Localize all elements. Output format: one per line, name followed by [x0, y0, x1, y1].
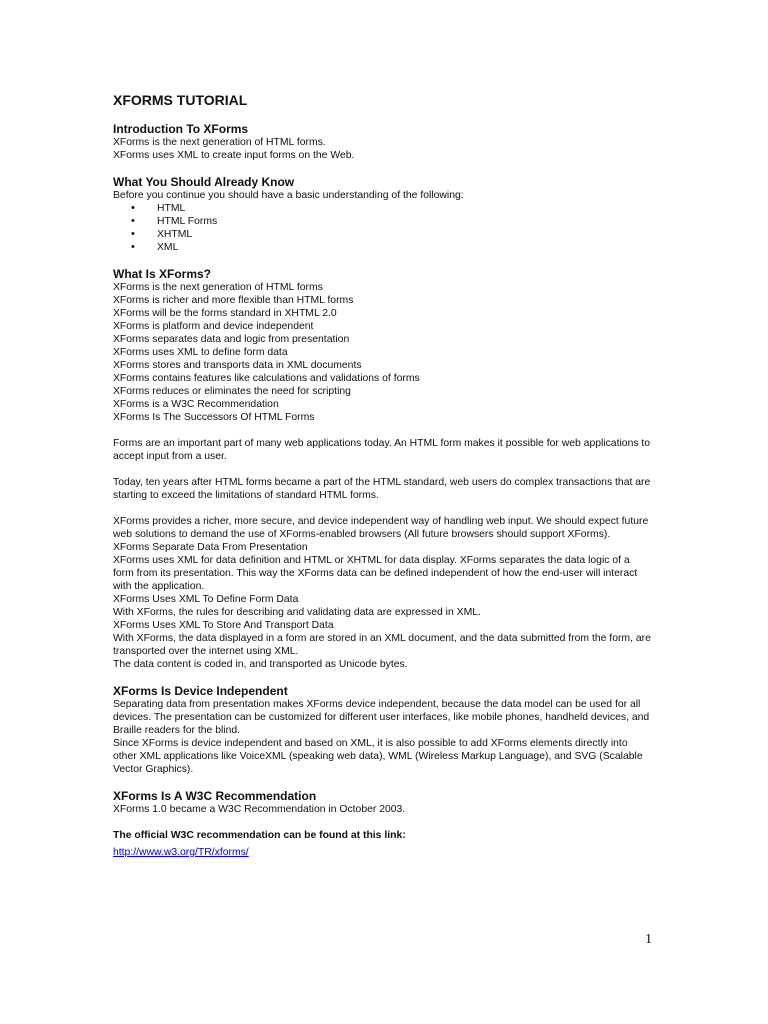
intro-heading: Introduction To XForms: [113, 122, 249, 136]
what-line: XForms uses XML to define form data: [113, 347, 288, 358]
what-line: XForms reduces or eliminates the need for scripting: [113, 386, 351, 397]
intro-line: XForms is the next generation of HTML forms.: [113, 137, 326, 148]
prereq-text: Before you continue you should have a basic understanding of the following:: [113, 190, 464, 201]
prereq-list: [113, 202, 653, 254]
what-line: XForms is platform and device independent: [113, 321, 314, 332]
w3c-bold-text: The official W3C recommendation can be found at this link:: [113, 830, 406, 841]
paragraph: XForms uses XML for data definition and HTML or XHTML for data display. XForms separates the data logic of a form from its presentation. This way the XForms data can be defined independent of how the end-user will interact with the application.: [113, 555, 638, 592]
what-line: XForms will be the forms standard in XHTML 2.0: [113, 308, 337, 319]
paragraph: Since XForms is device independent and based on XML, it is also possible to add XForms elements directly into other XML applications like VoiceXML (speaking web data), WML (Wireless Markup Language), and SVG (Scalable Vector Graphics).: [113, 738, 643, 775]
prereq-heading: What You Should Already Know: [113, 175, 295, 189]
what-line: XForms is richer and more flexible than HTML forms: [113, 295, 354, 306]
subheading: XForms Uses XML To Define Form Data: [113, 594, 299, 605]
list-item: • XML: [131, 241, 653, 254]
document-title: XFORMS TUTORIAL: [113, 92, 248, 108]
paragraph: Forms are an important part of many web applications today. An HTML form makes it possible for web applications to accept input from a user.: [113, 438, 651, 462]
what-line: XForms stores and transports data in XML documents: [113, 360, 362, 371]
paragraph: With XForms, the rules for describing and validating data are expressed in XML.: [113, 607, 481, 618]
what-line: XForms contains features like calculations and validations of forms: [113, 373, 420, 384]
what-line: XForms is the next generation of HTML forms: [113, 282, 323, 293]
w3c-heading: XForms Is A W3C Recommendation: [113, 789, 317, 803]
w3c-text: XForms 1.0 became a W3C Recommendation in October 2003.: [113, 804, 406, 815]
page-number: 1: [645, 932, 652, 947]
device-heading: XForms Is Device Independent: [113, 684, 288, 698]
w3c-link[interactable]: http://www.w3.org/TR/xforms/: [113, 847, 249, 858]
paragraph: Separating data from presentation makes XForms device independent, because the data model can be used for all devices. The presentation can be customized for different user interfaces, like mobile phones, handheld devices, and Braille readers for the blind.: [113, 699, 650, 736]
intro-line: XForms uses XML to create input forms on the Web.: [113, 150, 355, 161]
what-line: XForms Is The Successors Of HTML Forms: [113, 412, 315, 423]
list-item: • HTML Forms: [131, 215, 653, 228]
paragraph: XForms provides a richer, more secure, and device independent way of handling web input. We should expect future web solutions to demand the use of XForms-enabled browsers (All future browsers should support XForms).: [113, 516, 649, 540]
subheading: XForms Uses XML To Store And Transport Data: [113, 620, 334, 631]
paragraph: Today, ten years after HTML forms became a part of the HTML standard, web users do complex transactions that are starting to exceed the limitations of standard HTML forms.: [113, 477, 651, 501]
list-item: • HTML: [131, 202, 653, 215]
what-line: XForms separates data and logic from presentation: [113, 334, 350, 345]
what-heading: What Is XForms?: [113, 267, 212, 281]
paragraph: The data content is coded in, and transported as Unicode bytes.: [113, 659, 408, 670]
document-page: [113, 92, 653, 860]
subheading: XForms Separate Data From Presentation: [113, 542, 308, 553]
what-line: XForms is a W3C Recommendation: [113, 399, 279, 410]
paragraph: With XForms, the data displayed in a form are stored in an XML document, and the data submitted from the form, are transported over the internet using XML.: [113, 633, 651, 657]
list-item: • XHTML: [131, 228, 653, 241]
